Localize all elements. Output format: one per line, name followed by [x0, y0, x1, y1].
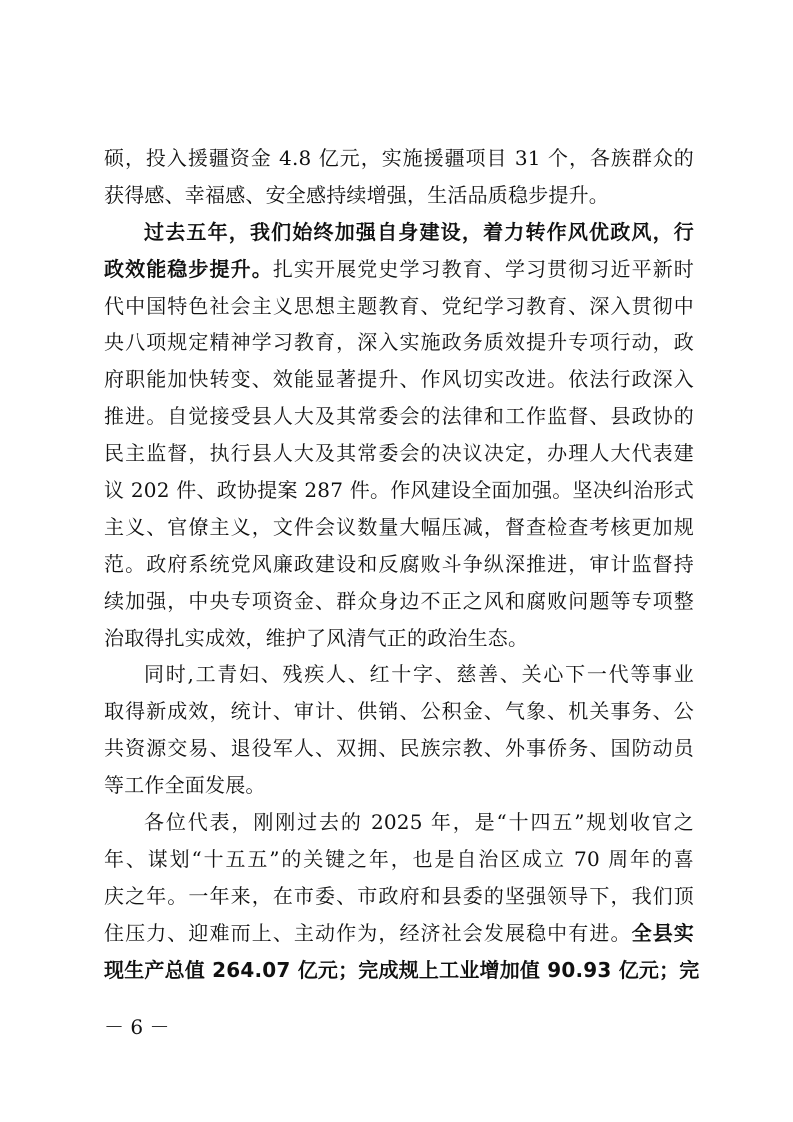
paragraph-4-line-5: 现生产总值 264.07 亿元；完成规上工业增加值 90.93 亿元；完	[104, 957, 700, 982]
paragraph-2-line: 治取得扎实成效，维护了风清气正的政治生态。	[104, 625, 529, 650]
paragraph-2-line: 范。政府系统党风廉政建设和反腐败斗争纵深推进，审计监督持	[104, 551, 694, 576]
paragraph-3-line: 同时,工青妇、残疾人、红十字、慈善、关心下一代等事业	[144, 662, 694, 687]
paragraph-2-line: 推进。自觉接受县人大及其常委会的法律和工作监督、县政协的	[104, 404, 694, 429]
paragraph-4-line-4-bold: 全县实	[631, 920, 695, 945]
paragraph-2-line: 府职能加快转变、效能显著提升、作风切实改进。依法行政深入	[104, 367, 694, 392]
paragraph-2-line: 央八项规定精神学习教育，深入实施政务质效提升专项行动，政	[104, 330, 694, 355]
paragraph-4-line: 年、谋划“十五五”的关键之年，也是自治区成立 70 周年的喜	[104, 846, 694, 871]
paragraph-2-line: 主义、官僚主义，文件会议数量大幅压减，督查检查考核更加规	[104, 514, 694, 539]
paragraph-2-lead-line-1: 过去五年，我们始终加强自身建设，着力转作风优政风，行	[144, 219, 694, 244]
paragraph-1-line-1: 硕，投入援疆资金 4.8 亿元，实施援疆项目 31 个，各族群众的	[104, 146, 694, 170]
paragraph-1-line-2: 获得感、幸福感、安全感持续增强，生活品质稳步提升。	[104, 182, 609, 207]
paragraph-2-line-2-rest: 扎实开展党史学习教育、学习贯彻习近平新时	[272, 256, 694, 281]
paragraph-2-line-2	[104, 251, 694, 288]
paragraph-4-line-4-regular: 住压力、迎难而上、主动作为，经济社会发展稳中有进。	[104, 920, 632, 945]
paragraph-2-line: 民主监督，执行县人大及其常委会的决议决定，办理人大代表建	[104, 441, 694, 466]
paragraph-3-line: 共资源交易、退役军人、双拥、民族宗教、外事侨务、国防动员	[104, 736, 694, 761]
paragraph-2-lead-bold-2: 政效能稳步提升。	[104, 256, 273, 281]
paragraph-4-line-4	[104, 915, 694, 952]
paragraph-3-line: 取得新成效，统计、审计、供销、公积金、气象、机关事务、公	[104, 699, 694, 724]
paragraph-3-line: 等工作全面发展。	[104, 773, 266, 798]
body-text	[104, 140, 700, 988]
paragraph-4-line: 各位代表，刚刚过去的 2025 年，是“十四五”规划收官之	[144, 810, 694, 835]
paragraph-2-line: 续加强，中央专项资金、群众身边不正之风和腐败问题等专项整	[104, 588, 694, 613]
page-number: － 6 －	[104, 1015, 170, 1039]
paragraph-2-line: 议 202 件、政协提案 287 件。作风建设全面加强。坚决纠治形式	[104, 478, 694, 503]
paragraph-2-line: 代中国特色社会主义思想主题教育、党纪学习教育、深入贯彻中	[104, 293, 694, 318]
paragraph-4-line: 庆之年。一年来，在市委、市政府和县委的坚强领导下，我们顶	[104, 883, 694, 908]
